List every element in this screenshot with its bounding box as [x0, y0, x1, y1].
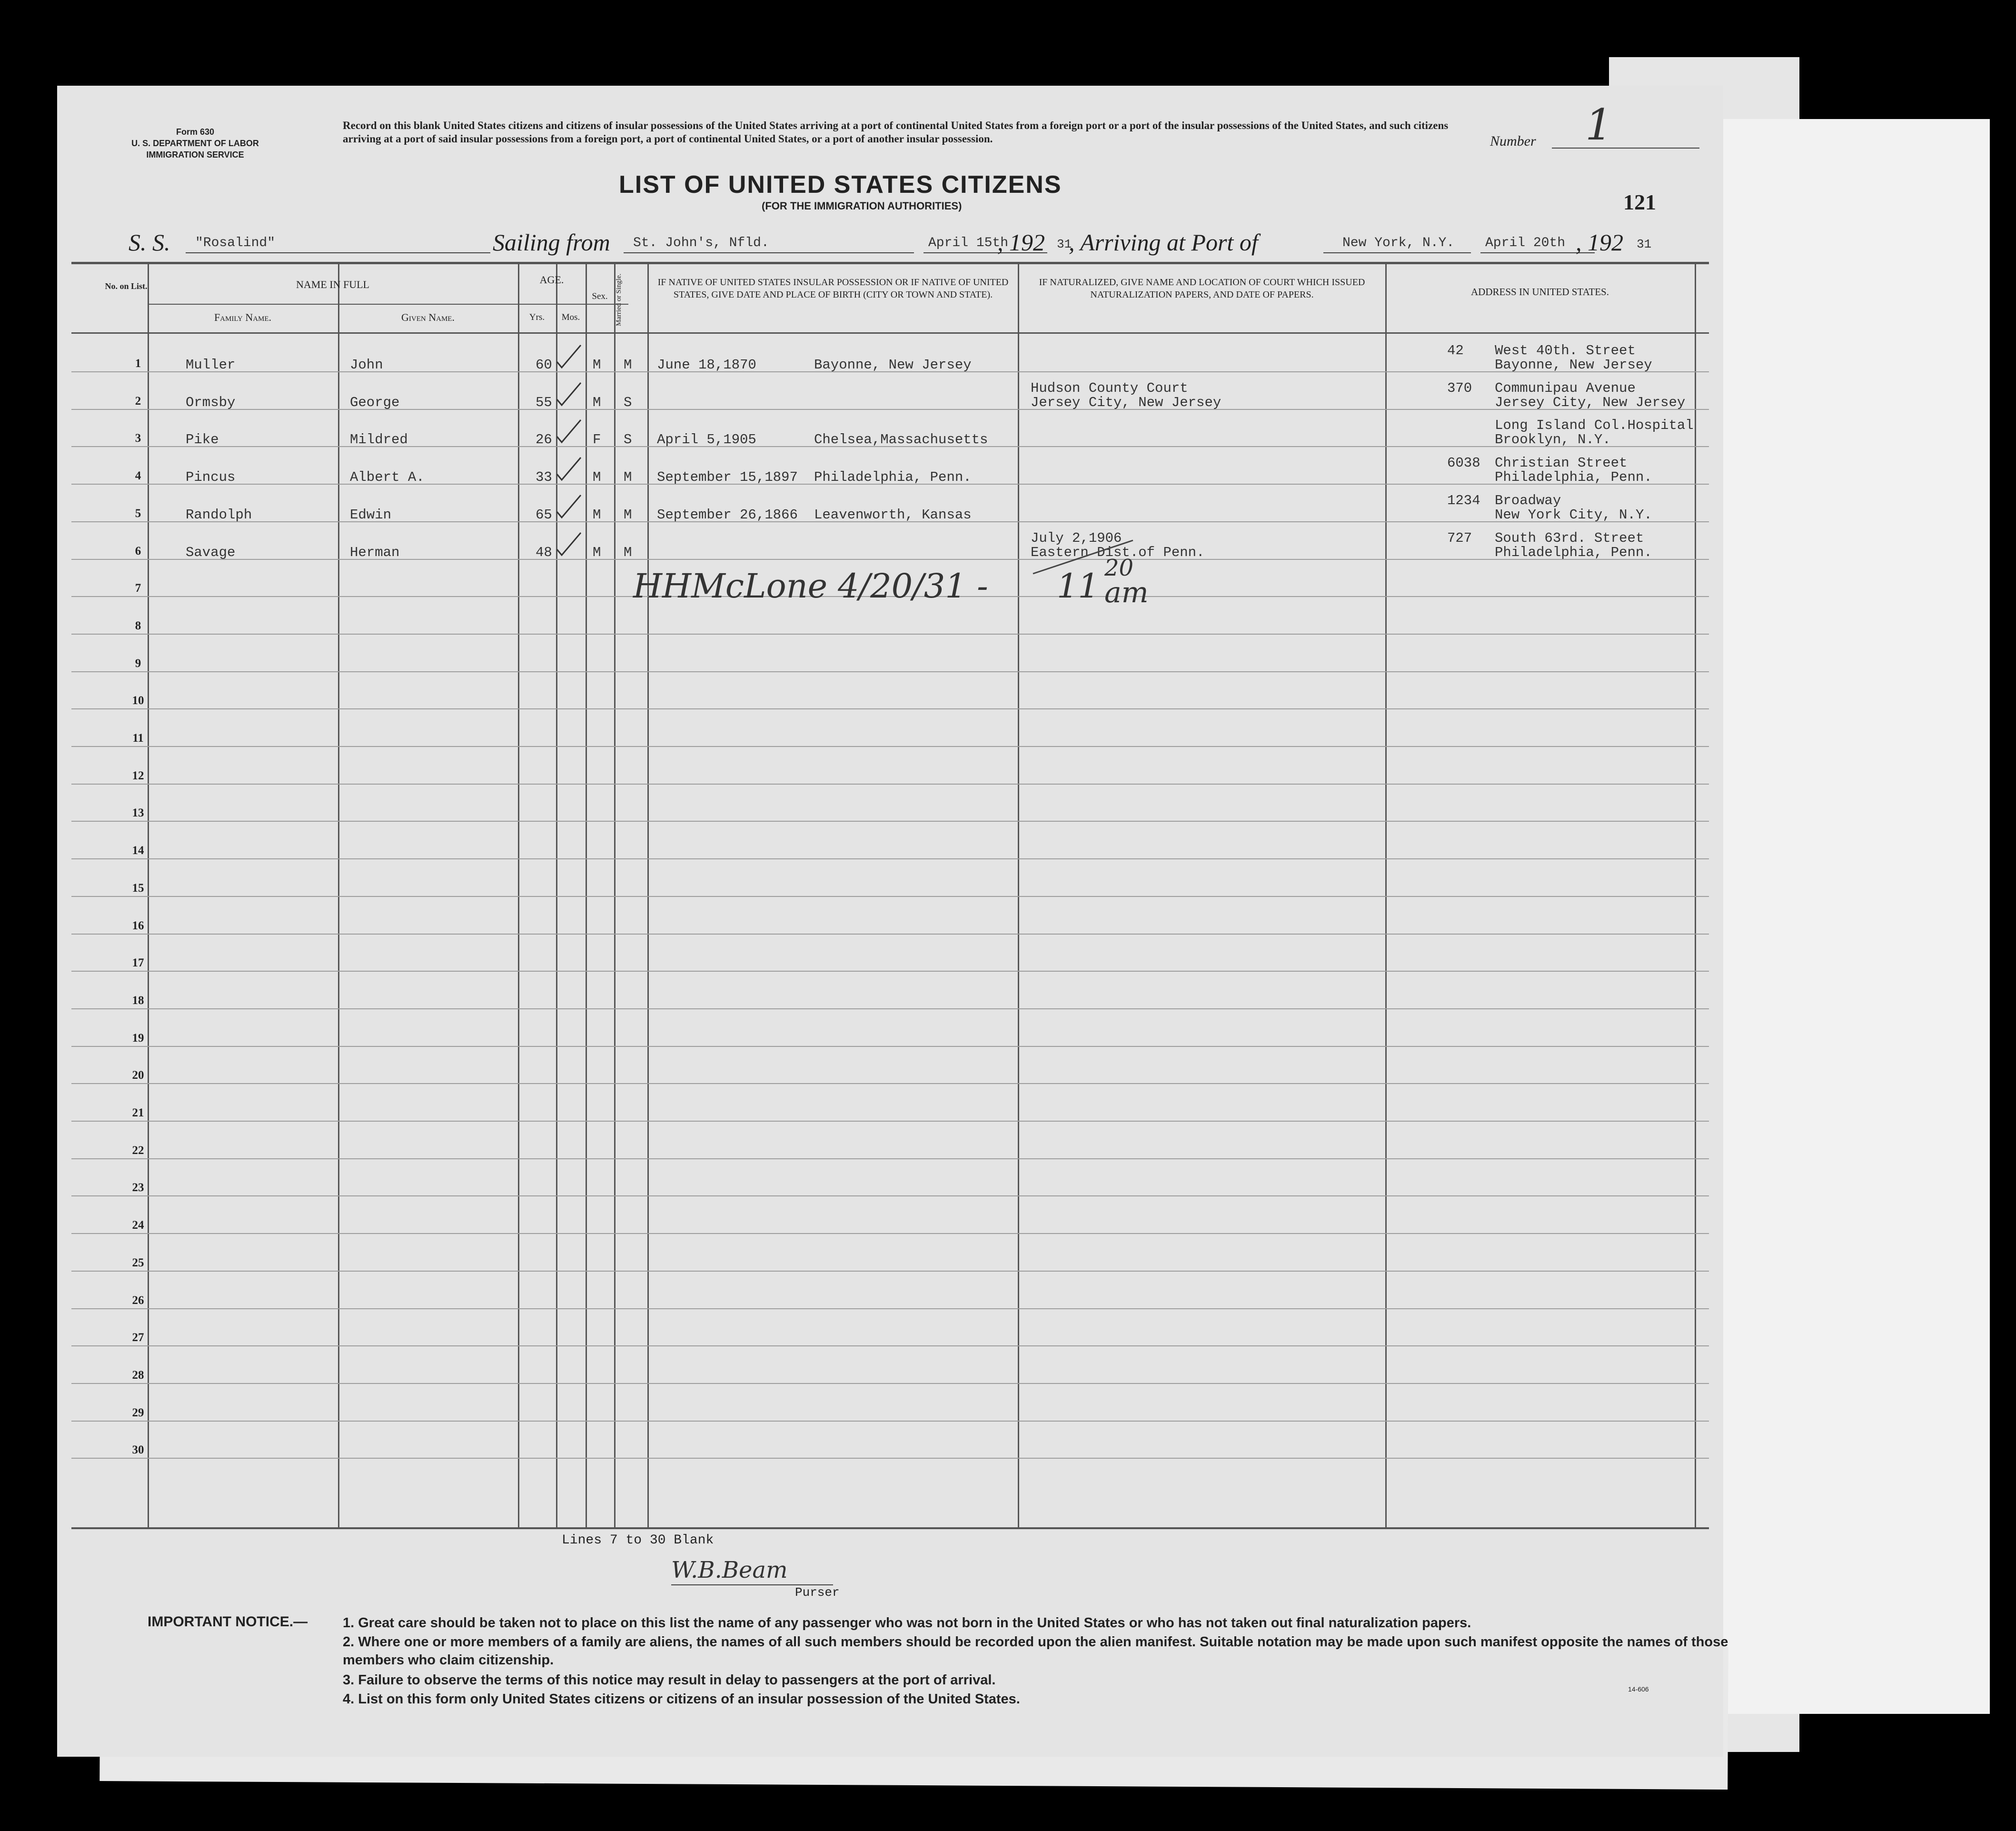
header-birth: IF NATIVE OF UNITED STATES INSULAR POSSESSION OR IF NATIVE OF UNITED STATES, GIVE DATE AND PLACE OF BIRTH (CITY OR TOWN AND STATE). — [657, 277, 1009, 300]
important-notice-heading: IMPORTANT NOTICE.— — [148, 1614, 308, 1630]
purser-label: Purser — [795, 1585, 840, 1600]
notice-item-1: 1. Great care should be taken not to place on this list the name of any passenger who was not born in the United States or who has not taken out final naturalization papers. — [343, 1615, 1471, 1631]
row-rule — [71, 1345, 1709, 1346]
row-number: 24 — [132, 1219, 144, 1232]
marital-status-cell: S — [624, 432, 632, 448]
inspector-signature: HHMcLone — [633, 567, 828, 606]
page-title: LIST OF UNITED STATES CITIZENS — [619, 171, 1062, 199]
inspection-minutes: 20 — [1104, 555, 1134, 581]
ship-underline — [186, 252, 490, 253]
address-street-cell: Communipau Avenue — [1495, 380, 1636, 396]
row-rule — [71, 1308, 1709, 1309]
row-rule — [71, 746, 1709, 747]
arriving-label: , Arriving at Port of — [1069, 229, 1258, 256]
address-street-cell: South 63rd. Street — [1495, 530, 1644, 546]
age-cell: 33 — [536, 469, 552, 486]
column-divider — [1385, 262, 1387, 1528]
naturalization-location-cell: Eastern Dist.of Penn. — [1031, 544, 1205, 560]
row-rule — [71, 559, 1709, 560]
birth-place-cell: Philadelphia, Penn. — [814, 469, 972, 486]
family-name-cell: Randolph — [186, 507, 252, 523]
column-divider — [586, 262, 587, 1528]
arrival-year-suffix: 31 — [1637, 237, 1652, 251]
row-number: 25 — [132, 1256, 144, 1269]
birth-date-cell: September 15,1897 — [657, 469, 798, 486]
row-number: 30 — [132, 1443, 144, 1457]
arrival-port-underline — [1323, 252, 1471, 253]
family-name-cell: Ormsby — [186, 394, 236, 410]
header-family-name: Family Name. — [214, 311, 272, 323]
arrival-year-prefix: , 192 — [1576, 229, 1623, 256]
row-rule — [71, 409, 1709, 410]
header-age: AGE. — [539, 274, 564, 286]
row-rule — [71, 1046, 1709, 1047]
sex-cell: M — [593, 507, 601, 523]
row-number: 1 — [135, 357, 141, 370]
row-rule — [71, 971, 1709, 972]
sailing-date: April 15th — [928, 236, 1009, 250]
table-bottom-border — [71, 1527, 1709, 1529]
notice-item-3: 3. Failure to observe the terms of this notice may result in delay to passengers at the port of arrival. — [343, 1672, 996, 1688]
birth-date-cell: June 18,1870 — [657, 357, 756, 373]
row-rule — [71, 1195, 1709, 1196]
row-number: 14 — [132, 844, 144, 857]
form-identifier — [86, 126, 305, 160]
service-name: IMMIGRATION SERVICE — [146, 150, 244, 159]
age-cell: 26 — [536, 432, 552, 448]
given-name-cell: Albert A. — [350, 469, 425, 486]
address-number-cell: 42 — [1447, 343, 1464, 358]
naturalization-court-cell: July 2,1906 — [1031, 530, 1122, 546]
birth-place-cell: Chelsea,Massachusetts — [814, 432, 988, 448]
arrival-date: April 20th — [1485, 236, 1566, 250]
sex-cell: M — [593, 394, 601, 410]
address-city-cell: New York City, N.Y. — [1495, 507, 1652, 523]
lines-blank-note: Lines 7 to 30 Blank — [562, 1533, 714, 1548]
age-cell: 65 — [536, 507, 552, 523]
age-cell: 55 — [536, 394, 552, 410]
column-divider — [338, 262, 339, 1528]
column-divider — [614, 262, 616, 1528]
row-number: 19 — [132, 1031, 144, 1045]
print-code: 14-606 — [1628, 1685, 1649, 1693]
row-rule — [71, 934, 1709, 935]
address-street-cell: Broadway — [1495, 492, 1561, 508]
header-age-months: Mos. — [561, 312, 580, 322]
row-number: 22 — [132, 1144, 144, 1157]
department-name: U. S. DEPARTMENT OF LABOR — [131, 139, 259, 148]
form-instructions: Record on this blank United States citizens and citizens of insular possessions of the United States arriving at a port of continental United States from a foreign port or a port of the insular possessions of the United States, and such citizens arriving at a port of said insular possessions from a foreign port, a port of continental United States, or a port of another insular possession. — [343, 119, 1449, 145]
column-divider — [556, 262, 557, 1528]
age-cell: 48 — [536, 544, 552, 560]
column-divider — [647, 262, 649, 1528]
row-rule — [71, 1158, 1709, 1159]
family-name-cell: Savage — [186, 544, 236, 560]
sex-cell: M — [593, 357, 601, 373]
row-number: 10 — [132, 694, 144, 707]
row-rule — [71, 1271, 1709, 1272]
marital-status-cell: M — [624, 469, 632, 486]
family-name-cell: Pike — [186, 432, 219, 448]
naturalization-location-cell: Jersey City, New Jersey — [1031, 394, 1222, 410]
row-rule — [71, 1383, 1709, 1384]
sailing-port-underline — [624, 252, 914, 253]
header-bottom-border — [71, 332, 1709, 334]
given-name-cell: George — [350, 394, 400, 410]
row-number: 16 — [132, 919, 144, 932]
row-number: 12 — [132, 769, 144, 782]
number-underline — [1552, 148, 1699, 149]
row-number: 2 — [135, 394, 141, 408]
marital-status-cell: S — [624, 394, 632, 410]
sailing-year-prefix: , 192 — [997, 229, 1045, 256]
row-rule — [71, 858, 1709, 859]
purser-signature: W.B.Beam — [671, 1557, 788, 1583]
manifest-page — [57, 86, 1728, 1757]
header-age-years: Yrs. — [529, 312, 545, 322]
row-rule — [71, 1458, 1709, 1459]
row-number: 11 — [132, 732, 144, 745]
row-number: 13 — [132, 806, 144, 820]
row-number: 7 — [135, 582, 141, 595]
row-number: 5 — [135, 507, 141, 520]
address-number-cell: 727 — [1447, 530, 1472, 546]
check-mark-icon — [555, 530, 583, 559]
row-number: 8 — [135, 619, 141, 632]
check-mark-icon — [555, 493, 583, 521]
row-number: 28 — [132, 1368, 144, 1382]
header-naturalized: IF NATURALIZED, GIVE NAME AND LOCATION OF COURT WHICH ISSUED NATURALIZATION PAPERS, AND DATE OF PAPERS. — [1039, 277, 1365, 300]
notice-item-2: 2. Where one or more members of a family are aliens, the names of all such members should be recorded upon the alien manifest. Suitable notation may be made upon such manifest opposite the names of those members who claim citizenship. — [343, 1634, 1728, 1668]
address-street-cell: Christian Street — [1495, 455, 1628, 471]
row-rule — [71, 1083, 1709, 1084]
row-rule — [71, 1421, 1709, 1422]
row-number: 3 — [135, 432, 141, 445]
sex-cell: F — [593, 432, 601, 448]
page-subtitle: (FOR THE IMMIGRATION AUTHORITIES) — [762, 200, 962, 212]
row-rule — [71, 671, 1709, 672]
inspection-date: 4/20/31 - — [838, 567, 988, 606]
row-number: 18 — [132, 994, 144, 1007]
row-number: 4 — [135, 469, 141, 483]
birth-date-cell: April 5,1905 — [657, 432, 756, 448]
address-street-cell: West 40th. Street — [1495, 343, 1636, 358]
notice-item-4: 4. List on this form only United States citizens or citizens of an insular possession of the United States. — [343, 1692, 1020, 1707]
row-rule — [71, 896, 1709, 897]
header-name-in-full: NAME IN FULL — [296, 279, 369, 290]
row-number: 29 — [132, 1406, 144, 1419]
row-number: 21 — [132, 1106, 144, 1119]
ss-label: S. S. — [129, 229, 170, 256]
column-divider — [1695, 262, 1696, 1528]
given-name-cell: Herman — [350, 544, 400, 560]
inspection-ampm: am — [1104, 576, 1149, 609]
row-rule — [71, 821, 1709, 822]
address-city-cell: Jersey City, New Jersey — [1495, 394, 1686, 410]
form-number: Form 630 — [176, 127, 215, 137]
header-married-single: Married or Single. — [615, 273, 623, 327]
birth-place-cell: Bayonne, New Jersey — [814, 357, 972, 373]
age-cell: 60 — [536, 357, 552, 373]
birth-date-cell: September 26,1866 — [657, 507, 798, 523]
check-mark-icon — [555, 418, 583, 446]
address-city-cell: Brooklyn, N.Y. — [1495, 432, 1611, 448]
column-divider — [518, 262, 519, 1528]
table-top-border — [71, 262, 1709, 264]
row-number: 17 — [132, 956, 144, 970]
header-sex: Sex. — [592, 291, 608, 301]
sex-cell: M — [593, 544, 601, 560]
sex-cell: M — [593, 469, 601, 486]
marital-status-cell: M — [624, 507, 632, 523]
background-sheet — [1723, 119, 1990, 1714]
header-no-on-list: No. on List. — [105, 281, 148, 291]
row-number: 27 — [132, 1331, 144, 1344]
family-name-cell: Muller — [186, 357, 236, 373]
inspection-hour: 11 — [1057, 567, 1100, 606]
row-number: 20 — [132, 1069, 144, 1082]
number-label: Number — [1490, 133, 1536, 149]
check-mark-icon — [555, 455, 583, 484]
given-name-cell: John — [350, 357, 383, 373]
address-city-cell: Bayonne, New Jersey — [1495, 357, 1652, 373]
row-number: 23 — [132, 1181, 144, 1194]
marital-status-cell: M — [624, 357, 632, 373]
row-number: 6 — [135, 544, 141, 557]
sailing-port: St. John's, Nfld. — [633, 236, 769, 250]
address-number-cell: 370 — [1447, 380, 1472, 396]
address-street-cell: Long Island Col.Hospital — [1495, 418, 1694, 434]
address-city-cell: Philadelphia, Penn. — [1495, 469, 1652, 486]
marital-status-cell: M — [624, 544, 632, 560]
row-number: 26 — [132, 1294, 144, 1307]
sheet-number: 121 — [1623, 190, 1656, 214]
check-mark-icon — [555, 343, 583, 371]
row-rule — [71, 1008, 1709, 1009]
header-given-name: Given Name. — [401, 311, 455, 323]
row-rule — [71, 708, 1709, 709]
sailing-year-suffix: 31 — [1057, 237, 1072, 251]
row-number: 15 — [132, 881, 144, 895]
sailing-label: Sailing from — [493, 229, 610, 256]
row-rule — [71, 634, 1709, 635]
row-rule — [71, 1233, 1709, 1234]
header-address: ADDRESS IN UNITED STATES. — [1471, 286, 1609, 298]
row-number: 9 — [135, 657, 141, 670]
row-rule — [71, 1121, 1709, 1122]
arrival-port: New York, N.Y. — [1342, 236, 1455, 250]
family-name-cell: Pincus — [186, 469, 236, 486]
address-city-cell: Philadelphia, Penn. — [1495, 544, 1652, 560]
address-number-cell: 6038 — [1447, 455, 1480, 471]
address-number-cell: 1234 — [1447, 492, 1480, 508]
ship-name: "Rosalind" — [195, 236, 276, 250]
list-number: 1 — [1585, 100, 1613, 150]
given-name-cell: Mildred — [350, 432, 408, 448]
given-name-cell: Edwin — [350, 507, 392, 523]
row-rule — [71, 784, 1709, 785]
column-divider — [1018, 262, 1019, 1528]
birth-place-cell: Leavenworth, Kansas — [814, 507, 972, 523]
naturalization-court-cell: Hudson County Court — [1031, 380, 1188, 396]
check-mark-icon — [555, 380, 583, 409]
